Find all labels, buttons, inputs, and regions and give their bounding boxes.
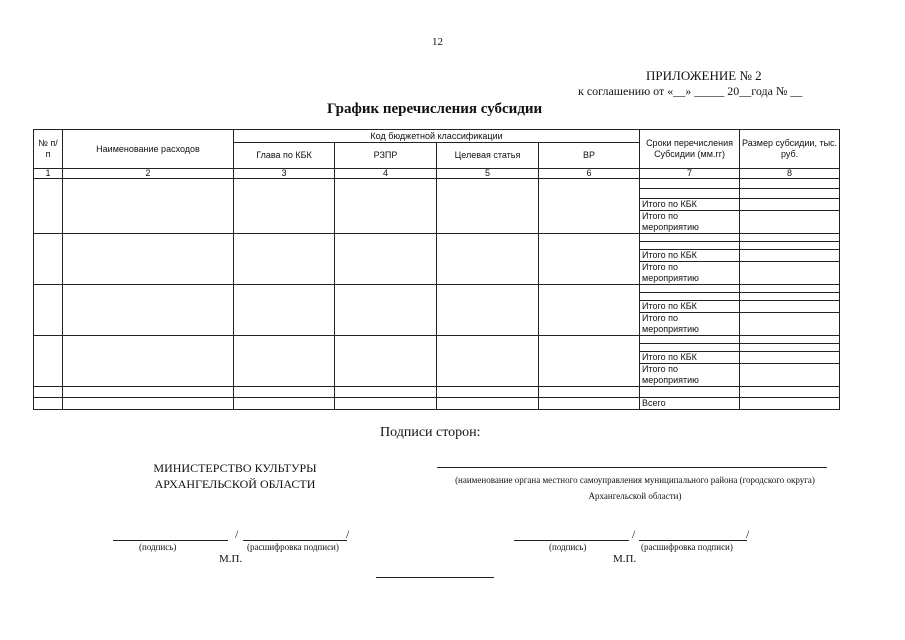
col-number: 5 [437, 169, 539, 179]
signatures-heading: Подписи сторон: [380, 425, 481, 440]
col-number: 3 [234, 169, 335, 179]
right-decode-caption: (расшифровка подписи) [641, 542, 733, 552]
bottom-line [376, 577, 494, 578]
right-signature-slash: / [632, 527, 636, 541]
appendix-subtitle: к соглашению от «__» _____ 20__года № __ [578, 84, 803, 98]
left-signature-caption: (подпись) [139, 542, 177, 552]
right-signature-caption: (подпись) [549, 542, 587, 552]
total-event-label: Итого по мероприятию [640, 211, 740, 234]
col-number: 1 [34, 169, 63, 179]
right-decode-line [639, 540, 747, 541]
right-signature-slash-end: / [746, 527, 750, 541]
left-signature-slash: / [235, 527, 239, 541]
header-kbk-rzpr: РЗПР [335, 143, 437, 169]
header-amount: Размер субсидии, тыс. руб. [740, 130, 840, 169]
total-kbk-label: Итого по КБК [640, 250, 740, 262]
total-event-label: Итого по мероприятию [640, 262, 740, 285]
left-signature-line [113, 540, 228, 541]
header-kbk-chapter: Глава по КБК [234, 143, 335, 169]
table-row [34, 179, 840, 189]
right-seal-label: М.П. [613, 553, 637, 565]
document-title: График перечисления субсидии [327, 101, 543, 117]
col-number: 6 [539, 169, 640, 179]
grand-total-row [34, 398, 840, 410]
total-event-label: Итого по мероприятию [640, 313, 740, 336]
total-kbk-label: Итого по КБК [640, 352, 740, 364]
total-kbk-label: Итого по КБК [640, 301, 740, 313]
header-kbk-target: Целевая статья [437, 143, 539, 169]
table-row [34, 234, 840, 242]
table-row [34, 387, 840, 398]
total-kbk-label: Итого по КБК [640, 199, 740, 211]
header-terms: Сроки перечисления Субсидии (мм.гг) [640, 130, 740, 169]
left-seal-label: М.П. [219, 553, 243, 565]
col-number: 2 [63, 169, 234, 179]
page-number: 12 [432, 36, 443, 48]
total-event-label: Итого по мероприятию [640, 364, 740, 387]
header-num: № п/п [34, 130, 63, 169]
col-number: 4 [335, 169, 437, 179]
table-row [34, 336, 840, 344]
right-party-note: (наименование органа местного самоуправления муниципального района (городского округа) Архангельской области) [455, 475, 815, 501]
left-party-name: МИНИСТЕРСТВО КУЛЬТУРЫ АРХАНГЕЛЬСКОЙ ОБЛАСТИ [153, 461, 317, 491]
grand-total-label: Всего [640, 398, 740, 410]
subsidy-schedule-table [33, 129, 840, 410]
left-decode-line [243, 540, 347, 541]
col-number: 8 [740, 169, 840, 179]
header-kbk-vr: ВР [539, 143, 640, 169]
table-row [34, 285, 840, 293]
right-party-name-line [437, 467, 827, 468]
left-signature-slash-end: / [346, 527, 350, 541]
left-decode-caption: (расшифровка подписи) [247, 542, 339, 552]
col-number: 7 [640, 169, 740, 179]
appendix-title: ПРИЛОЖЕНИЕ № 2 [646, 68, 762, 83]
header-kbk-group: Код бюджетной классификации [234, 130, 640, 143]
header-name: Наименование расходов [63, 130, 234, 169]
right-signature-line [514, 540, 629, 541]
column-numbers-row [34, 169, 840, 179]
